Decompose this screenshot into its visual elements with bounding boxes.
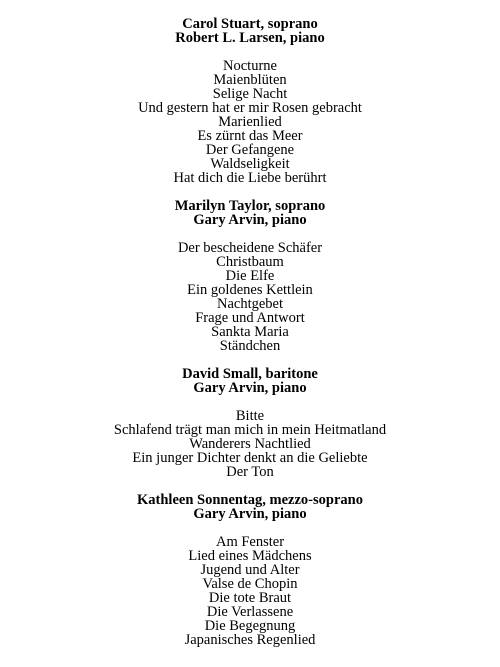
song-title: Ein junger Dichter denkt an die Geliebte [132,450,368,466]
song-title: Frage und Antwort [195,310,305,326]
performer-name: Robert L. Larsen, piano [175,30,325,46]
song-list [0,241,500,353]
performer-name: David Small, baritone [182,366,318,382]
performer-group [0,493,500,647]
performer-group [0,199,500,353]
song-title: Die Elfe [225,268,275,284]
performer-group [0,17,500,185]
song-title: Der bescheidene Schäfer [177,240,323,256]
song-title: Die Verlassene [206,604,294,620]
song-title: Der Gefangene [205,142,295,158]
song-title: Hat dich die Liebe berührt [173,170,327,186]
song-title: Japanisches Regenlied [184,632,316,648]
performer-name: Carol Stuart, soprano [182,16,318,32]
song-title: Die tote Braut [208,590,292,606]
performer-group [0,367,500,479]
song-title: Lied eines Mädchens [188,548,312,564]
song-title: Christbaum [216,254,284,270]
song-title: Schlafend trägt man mich in mein Heitmatland [113,422,387,438]
song-title: Am Fenster [215,534,285,550]
song-title: Bitte [235,408,265,424]
song-title: Es zürnt das Meer [197,128,303,144]
song-title: Nocturne [223,58,277,74]
performer-name: Marilyn Taylor, soprano [174,198,326,214]
song-title: Der Ton [226,464,274,480]
song-title: Sankta Maria [211,324,289,340]
performer-credits [0,493,500,521]
performer-credits [0,17,500,45]
song-title: Marienlied [218,114,282,130]
performer-name: Kathleen Sonnentag, mezzo-soprano [137,492,363,508]
song-title: Und gestern hat er mir Rosen gebracht [138,100,362,116]
song-title: Die Begegnung [204,618,296,634]
song-list [0,59,500,185]
performer-name: Gary Arvin, piano [193,506,307,522]
song-title: Nachtgebet [216,296,284,312]
performer-name: Gary Arvin, piano [193,212,307,228]
performer-credits [0,199,500,227]
performer-credits [0,367,500,395]
song-list [0,409,500,479]
song-title: Wanderers Nachtlied [189,436,311,452]
song-title: Selige Nacht [212,86,288,102]
song-title: Valse de Chopin [202,576,298,592]
song-title: Ein goldenes Kettlein [187,282,313,298]
song-title: Ständchen [219,338,281,354]
song-title: Jugend und Alter [200,562,300,578]
song-title: Waldseligkeit [210,156,290,172]
performer-name: Gary Arvin, piano [193,380,307,396]
song-list [0,535,500,647]
song-title: Maienblüten [213,72,287,88]
